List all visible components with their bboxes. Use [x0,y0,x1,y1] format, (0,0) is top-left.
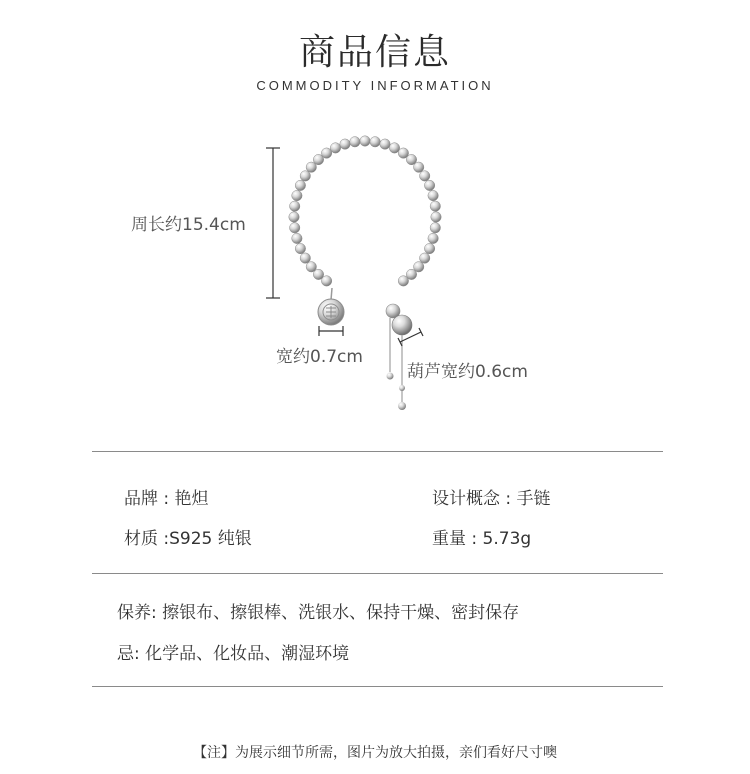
bead [380,139,390,149]
circumference-dimension-line [266,148,280,298]
bead [290,201,300,211]
bead [370,137,380,147]
bead [420,253,430,263]
spec-concept: 设计概念 : 手链 [432,489,551,509]
bead-ring [289,136,441,286]
bead [398,276,408,286]
bead [424,243,434,253]
spec-material: 材质 :S925 纯银 [124,529,252,549]
spec-weight: 重量 : 5.73g [432,529,532,549]
spec-brand: 品牌 : 艳炟 [124,489,209,509]
bead [430,201,440,211]
bead [306,262,316,272]
bead [360,136,370,146]
footer-note: 【注】为展示细节所需，图片为放大拍摄，亲们看好尺寸噢 [193,745,557,761]
divider-top [92,451,663,452]
bead [428,233,438,243]
bracelet-illustration [0,120,750,440]
bead [290,223,300,233]
bead [340,139,350,149]
bead [330,143,340,153]
product-image [0,120,750,440]
bead [300,253,310,263]
care-maintain: 保养: 擦银布、擦银棒、洗银水、保持干燥、密封保存 [117,603,520,623]
bead [430,223,440,233]
bead [295,243,305,253]
bead [292,233,302,243]
bead [289,212,299,222]
bead [350,137,360,147]
width-dimension-line [319,326,343,336]
bead [428,190,438,200]
gourd-width-label: 葫芦宽约0.6cm [407,362,528,382]
page-subtitle: COMMODITY INFORMATION [256,78,494,93]
bead [300,171,310,181]
care-avoid: 忌: 化学品、化妆品、潮湿环境 [117,644,350,664]
bead [389,143,399,153]
bead [321,148,331,158]
bead [424,180,434,190]
page-title: 商品信息 [298,32,451,73]
bead [420,171,430,181]
bead [295,180,305,190]
circumference-label: 周长约15.4cm [131,215,246,235]
coin-charm [318,288,344,325]
width-label: 宽约0.7cm [276,347,363,367]
bead [414,162,424,172]
bead [431,212,441,222]
divider-middle [92,573,663,574]
divider-bottom [92,686,663,687]
bead [292,190,302,200]
